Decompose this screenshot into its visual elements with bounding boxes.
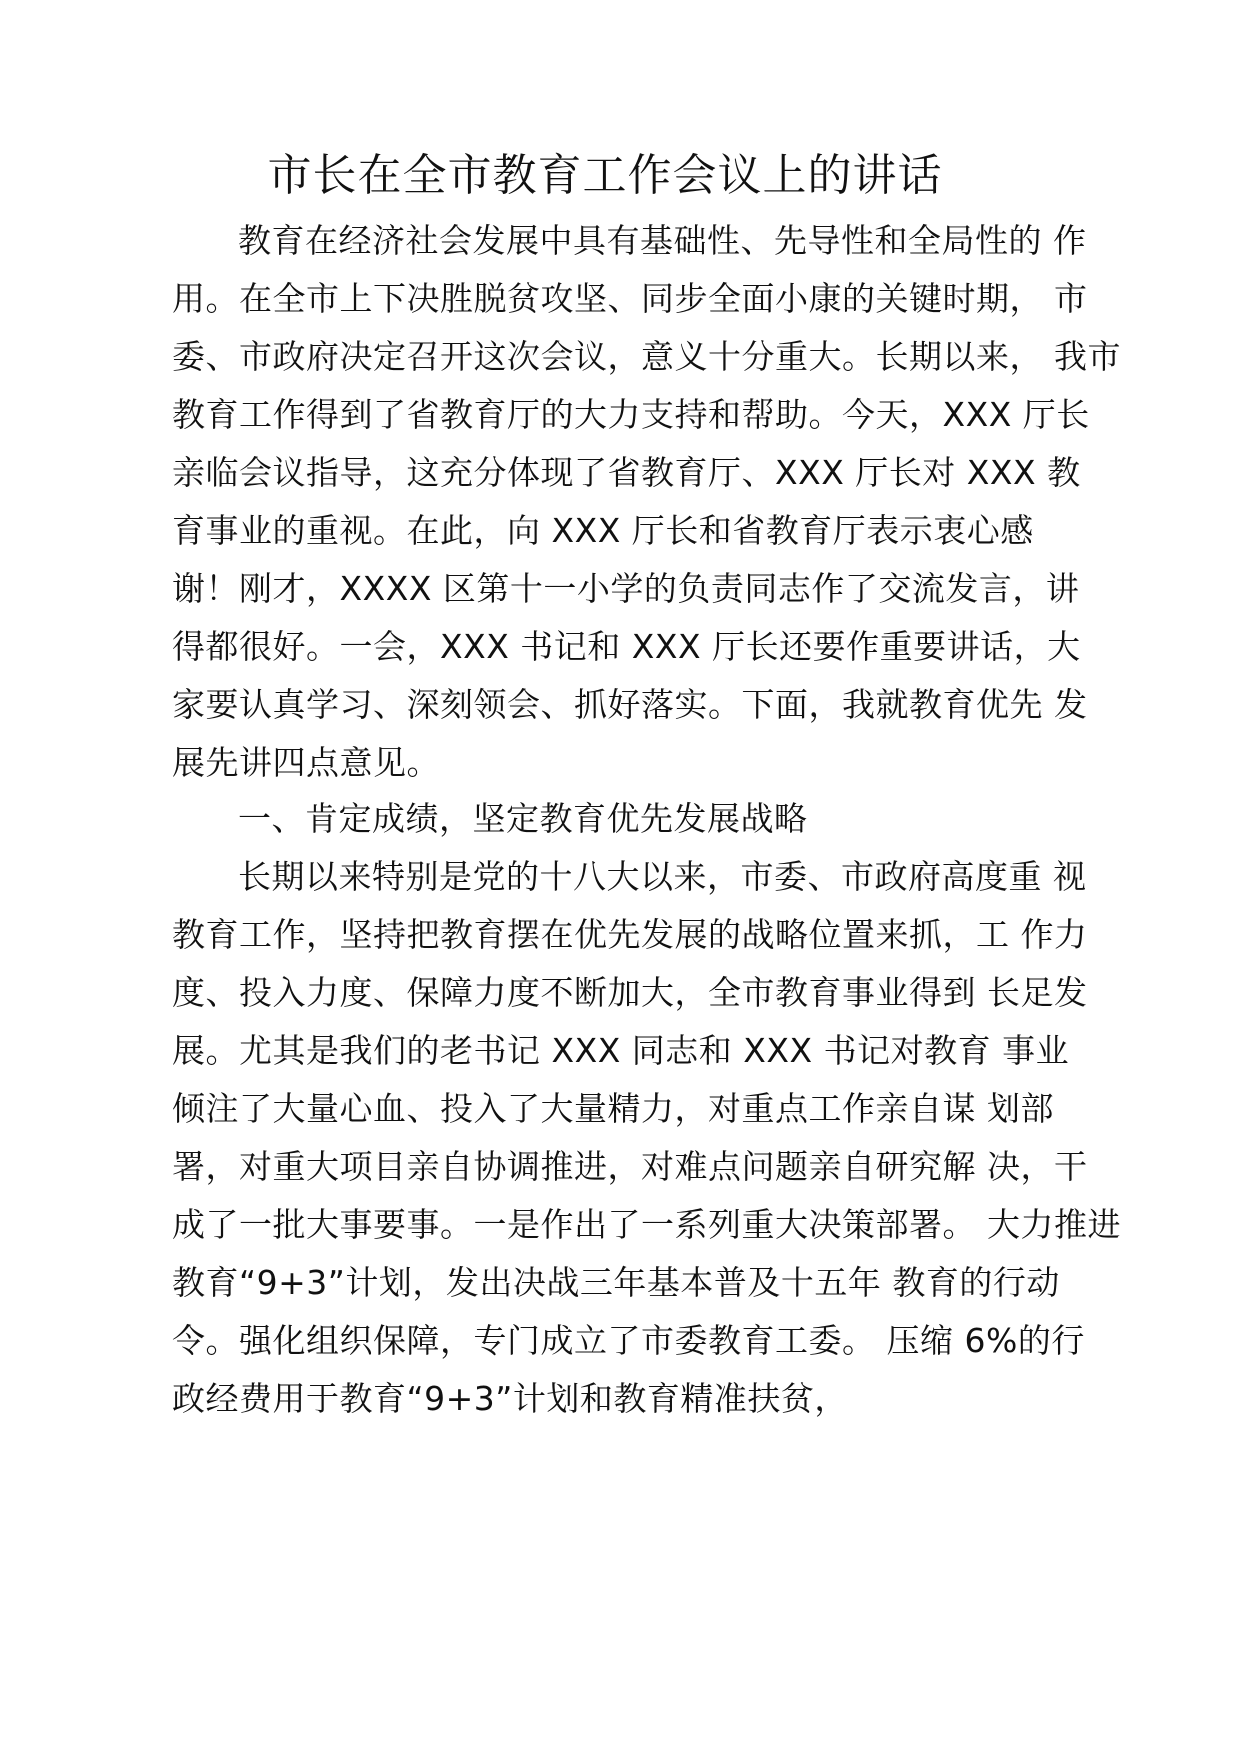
text-line: 令。强化组织保障，专门成立了市委教育工委。 压缩 6%的行 (172, 1321, 1085, 1360)
text-line: 家要认真学习、深刻领会、抓好落实。下面，我就教育优先 发 (172, 685, 1088, 724)
text-line: 倾注了大量心血、投入了大量精力，对重点工作亲自谋 划部 (172, 1089, 1054, 1128)
text-line: 成了一批大事要事。一是作出了一系列重大决策部署。 大力推进 (172, 1205, 1121, 1244)
section-heading-text: 一、肯定成绩，坚定教育优先发展战略 (238, 799, 808, 838)
text-line: 长期以来特别是党的十八大以来，市委、市政府高度重 视 (238, 857, 1087, 896)
paragraph-achievements (172, 848, 1121, 1428)
text-line: 度、投入力度、保障力度不断加大，全市教育事业得到 长足发 (172, 973, 1088, 1012)
text-line: 教育工作，坚持把教育摆在优先发展的战略位置来抓，工 作力 (172, 915, 1088, 954)
page-title: 市长在全市教育工作会议上的讲话 (267, 150, 943, 201)
text-line: 谢！刚才，XXXX 区第十一小学的负责同志作了交流发言，讲 (172, 569, 1080, 608)
text-line: 教育“9+3”计划，发出决战三年基本普及十五年 教育的行动 (172, 1263, 1060, 1302)
text-line: 展先讲四点意见。 (172, 743, 440, 782)
text-line: 署，对重大项目亲自协调推进，对难点问题亲自研究解 决，干 (172, 1147, 1088, 1186)
text-line: 育事业的重视。在此，向 XXX 厅长和省教育厅表示衷心感 (172, 511, 1034, 550)
text-line: 委、市政府决定召开这次会议，意义十分重大。长期以来， 我市 (172, 337, 1121, 376)
section-heading (172, 790, 1092, 848)
text-line: 教育工作得到了省教育厅的大力支持和帮助。今天，XXX 厅长 (172, 395, 1090, 434)
paragraph-intro (172, 212, 1121, 792)
text-line: 展。尤其是我们的老书记 XXX 同志和 XXX 书记对教育 事业 (172, 1031, 1070, 1070)
text-line: 教育在经济社会发展中具有基础性、先导性和全局性的 作 (238, 221, 1087, 260)
text-line: 得都很好。一会，XXX 书记和 XXX 厅长还要作重要讲话，大 (172, 627, 1081, 666)
text-line: 亲临会议指导，这充分体现了省教育厅、XXX 厅长对 XXX 教 (172, 453, 1081, 492)
text-line: 用。在全市上下决胜脱贫攻坚、同步全面小康的关键时期， 市 (172, 279, 1088, 318)
text-line: 政经费用于教育“9+3”计划和教育精准扶贫， (172, 1379, 848, 1418)
